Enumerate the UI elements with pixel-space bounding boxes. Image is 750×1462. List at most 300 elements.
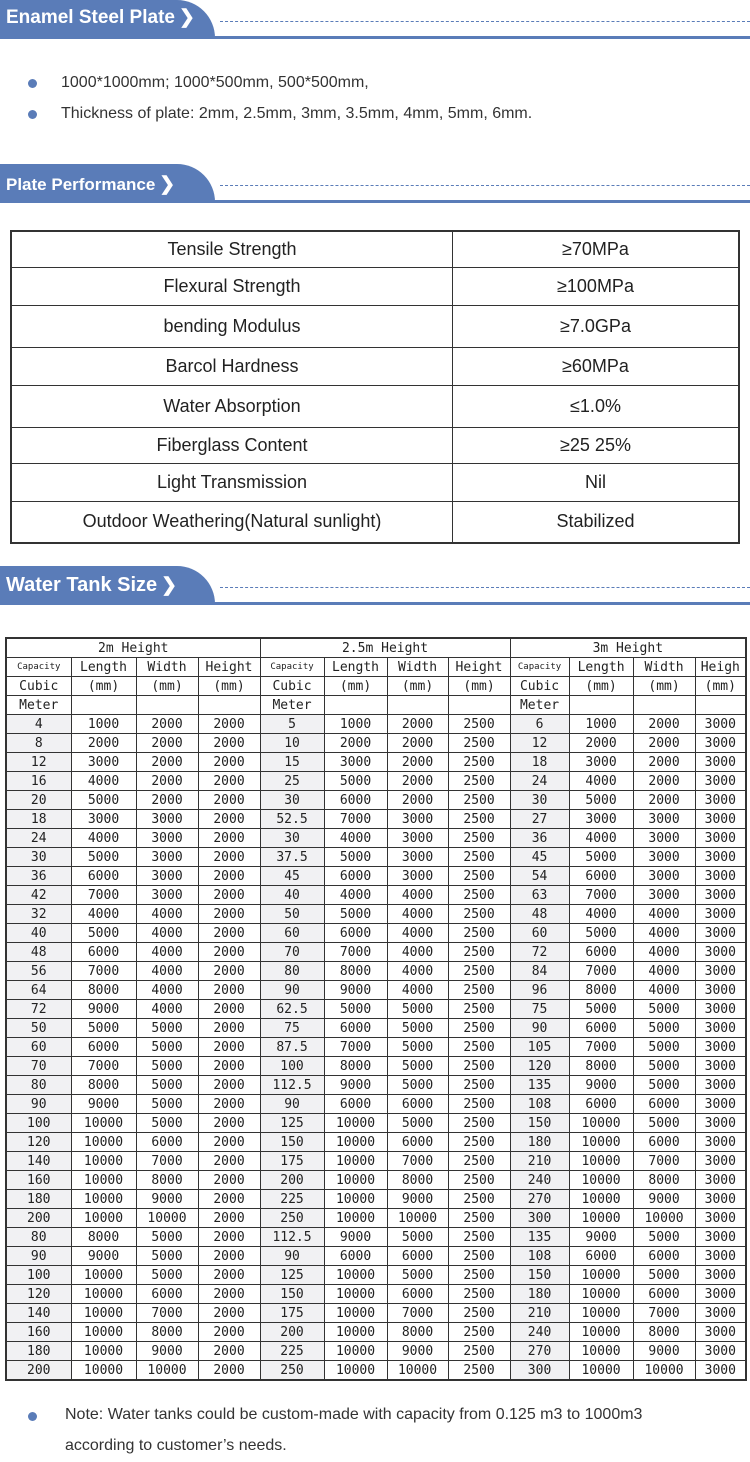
dimension-cell: 5000 xyxy=(136,1228,198,1247)
capacity-cell: 60 xyxy=(260,924,324,943)
dimension-cell: 2500 xyxy=(448,1019,510,1038)
capacity-cell: 30 xyxy=(510,791,569,810)
dimension-cell: 7000 xyxy=(324,810,387,829)
capacity-cell: 120 xyxy=(6,1133,71,1152)
dimension-cell: 2500 xyxy=(448,1266,510,1285)
table-row xyxy=(6,924,746,943)
capacity-cell: 36 xyxy=(510,829,569,848)
column-header: Cubic xyxy=(6,677,71,696)
dimension-cell: 2000 xyxy=(198,1076,260,1095)
dimension-cell: 2500 xyxy=(448,1038,510,1057)
column-header: Length xyxy=(569,658,633,677)
dimension-cell: 2000 xyxy=(198,1095,260,1114)
dimension-cell: 7000 xyxy=(71,962,136,981)
dimension-cell: 10000 xyxy=(569,1342,633,1361)
capacity-cell: 40 xyxy=(6,924,71,943)
dimension-cell: 6000 xyxy=(387,1247,448,1266)
dimension-cell: 2500 xyxy=(448,1285,510,1304)
dimension-cell: 3000 xyxy=(695,1000,746,1019)
dimension-cell: 3000 xyxy=(695,1323,746,1342)
table-row xyxy=(6,1171,746,1190)
dimension-cell: 5000 xyxy=(633,1266,695,1285)
column-header: (mm) xyxy=(569,677,633,696)
capacity-cell: 180 xyxy=(510,1285,569,1304)
dimension-cell: 6000 xyxy=(71,1038,136,1057)
column-header: Width xyxy=(387,658,448,677)
dimension-cell: 10000 xyxy=(71,1133,136,1152)
dimension-cell: 2000 xyxy=(198,1114,260,1133)
dimension-cell: 4000 xyxy=(71,905,136,924)
table-row xyxy=(11,427,739,463)
capacity-cell: 210 xyxy=(510,1304,569,1323)
dimension-cell: 7000 xyxy=(71,1057,136,1076)
dimension-cell: 3000 xyxy=(695,1133,746,1152)
capacity-cell: 42 xyxy=(6,886,71,905)
dimension-cell: 5000 xyxy=(633,1019,695,1038)
property-name: Flexural Strength xyxy=(11,267,453,305)
capacity-cell: 25 xyxy=(260,772,324,791)
dimension-cell: 4000 xyxy=(569,772,633,791)
dimension-cell: 7000 xyxy=(569,886,633,905)
dimension-cell: 10000 xyxy=(569,1114,633,1133)
capacity-cell: 105 xyxy=(510,1038,569,1057)
capacity-cell: 135 xyxy=(510,1228,569,1247)
dimension-cell: 6000 xyxy=(324,924,387,943)
dimension-cell: 9000 xyxy=(633,1342,695,1361)
capacity-cell: 45 xyxy=(510,848,569,867)
capacity-cell: 72 xyxy=(510,943,569,962)
capacity-cell: 160 xyxy=(6,1171,71,1190)
property-value: ≥7.0GPa xyxy=(453,305,740,347)
dimension-cell: 8000 xyxy=(387,1323,448,1342)
capacity-cell: 150 xyxy=(510,1266,569,1285)
dimension-cell: 3000 xyxy=(695,962,746,981)
column-header: (mm) xyxy=(387,677,448,696)
dimension-cell: 4000 xyxy=(324,886,387,905)
property-name: bending Modulus xyxy=(11,305,453,347)
dimension-cell: 5000 xyxy=(387,1114,448,1133)
dimension-cell: 9000 xyxy=(387,1342,448,1361)
dimension-cell: 10000 xyxy=(569,1133,633,1152)
dimension-cell: 10000 xyxy=(569,1361,633,1381)
table-row xyxy=(11,463,739,501)
capacity-cell: 120 xyxy=(510,1057,569,1076)
column-header xyxy=(695,696,746,715)
table-row xyxy=(11,347,739,385)
dimension-cell: 2000 xyxy=(198,791,260,810)
dimension-cell: 10000 xyxy=(71,1209,136,1228)
dimension-cell: 7000 xyxy=(633,1304,695,1323)
dimension-cell: 5000 xyxy=(633,1057,695,1076)
dimension-cell: 3000 xyxy=(695,867,746,886)
dimension-cell: 10000 xyxy=(569,1266,633,1285)
property-value: ≥100MPa xyxy=(453,267,740,305)
dimension-cell: 2000 xyxy=(633,715,695,734)
dimension-cell: 2500 xyxy=(448,943,510,962)
capacity-cell: 60 xyxy=(510,924,569,943)
dimension-cell: 10000 xyxy=(633,1361,695,1381)
dimension-cell: 5000 xyxy=(136,1095,198,1114)
dimension-cell: 6000 xyxy=(324,791,387,810)
capacity-cell: 32 xyxy=(6,905,71,924)
dimension-cell: 3000 xyxy=(569,810,633,829)
dimension-cell: 10000 xyxy=(569,1209,633,1228)
capacity-cell: 90 xyxy=(260,981,324,1000)
dimension-cell: 9000 xyxy=(324,981,387,1000)
capacity-cell: 180 xyxy=(6,1190,71,1209)
dimension-cell: 8000 xyxy=(569,981,633,1000)
dimension-cell: 10000 xyxy=(387,1361,448,1381)
section-header-enamel xyxy=(0,0,750,38)
capacity-cell: 225 xyxy=(260,1342,324,1361)
dimension-cell: 10000 xyxy=(71,1285,136,1304)
dimension-cell: 2500 xyxy=(448,1057,510,1076)
dimension-cell: 7000 xyxy=(569,962,633,981)
dimension-cell: 10000 xyxy=(324,1285,387,1304)
dimension-cell: 7000 xyxy=(387,1152,448,1171)
capacity-cell: 75 xyxy=(260,1019,324,1038)
table-row xyxy=(11,305,739,347)
dimension-cell: 3000 xyxy=(695,1209,746,1228)
capacity-cell: 56 xyxy=(6,962,71,981)
dimension-cell: 10000 xyxy=(71,1152,136,1171)
column-header xyxy=(387,696,448,715)
table-row xyxy=(6,810,746,829)
group-header-row xyxy=(6,638,746,658)
capacity-cell: 52.5 xyxy=(260,810,324,829)
dimension-cell: 4000 xyxy=(633,981,695,1000)
capacity-cell: 40 xyxy=(260,886,324,905)
dimension-cell: 5000 xyxy=(136,1038,198,1057)
capacity-cell: 36 xyxy=(6,867,71,886)
dimension-cell: 2500 xyxy=(448,1209,510,1228)
dimension-cell: 2500 xyxy=(448,848,510,867)
dimension-cell: 10000 xyxy=(324,1133,387,1152)
chevron-right-icon: ❯ xyxy=(161,575,178,596)
dimension-cell: 2500 xyxy=(448,1095,510,1114)
table-row xyxy=(6,943,746,962)
column-header xyxy=(198,696,260,715)
capacity-cell: 300 xyxy=(510,1361,569,1381)
dimension-cell: 3000 xyxy=(695,1228,746,1247)
dimension-cell: 3000 xyxy=(136,886,198,905)
property-value: ≥60MPa xyxy=(453,347,740,385)
dimension-cell: 4000 xyxy=(387,905,448,924)
dimension-cell: 2000 xyxy=(198,810,260,829)
dimension-cell: 3000 xyxy=(695,1285,746,1304)
dimension-cell: 3000 xyxy=(695,1266,746,1285)
dimension-cell: 2500 xyxy=(448,791,510,810)
dimension-cell: 2000 xyxy=(198,886,260,905)
dimension-cell: 3000 xyxy=(695,1247,746,1266)
column-header: (mm) xyxy=(633,677,695,696)
table-row xyxy=(11,231,739,267)
property-value: Stabilized xyxy=(453,501,740,543)
capacity-cell: 270 xyxy=(510,1190,569,1209)
dimension-cell: 3000 xyxy=(695,715,746,734)
dimension-cell: 6000 xyxy=(136,1285,198,1304)
bullet-icon xyxy=(28,110,37,119)
capacity-cell: 5 xyxy=(260,715,324,734)
dimension-cell: 2000 xyxy=(198,981,260,1000)
dimension-cell: 10000 xyxy=(324,1114,387,1133)
dimension-cell: 8000 xyxy=(633,1323,695,1342)
table-row xyxy=(6,1095,746,1114)
capacity-cell: 90 xyxy=(260,1095,324,1114)
dimension-cell: 2000 xyxy=(71,734,136,753)
capacity-cell: 80 xyxy=(6,1076,71,1095)
table-row xyxy=(6,1114,746,1133)
section-header-performance xyxy=(0,164,750,202)
table-row xyxy=(6,1342,746,1361)
capacity-cell: 250 xyxy=(260,1361,324,1381)
dimension-cell: 3000 xyxy=(695,810,746,829)
table-row xyxy=(6,1000,746,1019)
capacity-cell: 150 xyxy=(260,1285,324,1304)
capacity-cell: 4 xyxy=(6,715,71,734)
dimension-cell: 3000 xyxy=(695,1095,746,1114)
dimension-cell: 5000 xyxy=(136,1114,198,1133)
table-row xyxy=(6,1247,746,1266)
capacity-cell: 125 xyxy=(260,1266,324,1285)
capacity-cell: 270 xyxy=(510,1342,569,1361)
dimension-cell: 1000 xyxy=(324,715,387,734)
dimension-cell: 2000 xyxy=(633,772,695,791)
column-header: Cubic xyxy=(510,677,569,696)
dimension-cell: 5000 xyxy=(324,905,387,924)
tank-size-table xyxy=(5,637,747,1381)
column-header: (mm) xyxy=(198,677,260,696)
dimension-cell: 5000 xyxy=(71,1019,136,1038)
dimension-cell: 3000 xyxy=(695,1114,746,1133)
dimension-cell: 10000 xyxy=(136,1361,198,1381)
capacity-cell: 200 xyxy=(260,1323,324,1342)
column-header: (mm) xyxy=(71,677,136,696)
dimension-cell: 2000 xyxy=(198,1361,260,1381)
dimension-cell: 5000 xyxy=(136,1019,198,1038)
dimension-cell: 5000 xyxy=(633,1000,695,1019)
dimension-cell: 5000 xyxy=(387,1019,448,1038)
dimension-cell: 5000 xyxy=(569,848,633,867)
dimension-cell: 3000 xyxy=(136,867,198,886)
dimension-cell: 2000 xyxy=(198,1323,260,1342)
dimension-cell: 2500 xyxy=(448,1133,510,1152)
dimension-cell: 3000 xyxy=(695,1076,746,1095)
capacity-cell: 180 xyxy=(510,1133,569,1152)
capacity-cell: 80 xyxy=(6,1228,71,1247)
dimension-cell: 9000 xyxy=(633,1190,695,1209)
dimension-cell: 2500 xyxy=(448,772,510,791)
capacity-cell: 200 xyxy=(6,1361,71,1381)
dimension-cell: 7000 xyxy=(71,886,136,905)
dimension-cell: 2500 xyxy=(448,1361,510,1381)
table-row xyxy=(6,848,746,867)
capacity-cell: 50 xyxy=(6,1019,71,1038)
dimension-cell: 3000 xyxy=(71,810,136,829)
dimension-cell: 3000 xyxy=(695,943,746,962)
dimension-cell: 5000 xyxy=(387,1000,448,1019)
column-header: Length xyxy=(71,658,136,677)
dimension-cell: 5000 xyxy=(387,1057,448,1076)
dimension-cell: 2000 xyxy=(198,1133,260,1152)
dimension-cell: 3000 xyxy=(633,829,695,848)
capacity-cell: 15 xyxy=(260,753,324,772)
dimension-cell: 4000 xyxy=(569,905,633,924)
dimension-cell: 8000 xyxy=(71,1228,136,1247)
dimension-cell: 2500 xyxy=(448,905,510,924)
dimension-cell: 4000 xyxy=(387,886,448,905)
dimension-cell: 1000 xyxy=(569,715,633,734)
column-header: Meter xyxy=(510,696,569,715)
dimension-cell: 2000 xyxy=(198,1228,260,1247)
dimension-cell: 6000 xyxy=(633,1095,695,1114)
dimension-cell: 6000 xyxy=(569,943,633,962)
dimension-cell: 10000 xyxy=(569,1304,633,1323)
column-header: (mm) xyxy=(324,677,387,696)
capacity-cell: 18 xyxy=(510,753,569,772)
dimension-cell: 9000 xyxy=(324,1228,387,1247)
column-header: (mm) xyxy=(695,677,746,696)
capacity-cell: 84 xyxy=(510,962,569,981)
dimension-cell: 3000 xyxy=(695,848,746,867)
dimension-cell: 3000 xyxy=(695,1342,746,1361)
capacity-cell: 112.5 xyxy=(260,1076,324,1095)
dimension-cell: 10000 xyxy=(71,1342,136,1361)
dimension-cell: 4000 xyxy=(569,829,633,848)
dimension-cell: 9000 xyxy=(324,1076,387,1095)
column-header xyxy=(569,696,633,715)
dimension-cell: 2000 xyxy=(633,734,695,753)
capacity-cell: 112.5 xyxy=(260,1228,324,1247)
capacity-cell: 240 xyxy=(510,1323,569,1342)
dimension-cell: 2500 xyxy=(448,924,510,943)
capacity-cell: 63 xyxy=(510,886,569,905)
dimension-cell: 10000 xyxy=(324,1266,387,1285)
dimension-cell: 10000 xyxy=(324,1361,387,1381)
dimension-cell: 5000 xyxy=(136,1266,198,1285)
dimension-cell: 3000 xyxy=(136,829,198,848)
column-header: Meter xyxy=(6,696,71,715)
dimension-cell: 2000 xyxy=(633,753,695,772)
table-row xyxy=(6,981,746,1000)
capacity-cell: 90 xyxy=(6,1095,71,1114)
dimension-cell: 3000 xyxy=(324,753,387,772)
dimension-cell: 3000 xyxy=(695,1190,746,1209)
column-header xyxy=(324,696,387,715)
dimension-cell: 3000 xyxy=(695,1152,746,1171)
dimension-cell: 4000 xyxy=(633,962,695,981)
table-row xyxy=(6,772,746,791)
dimension-cell: 2000 xyxy=(633,791,695,810)
dimension-cell: 2000 xyxy=(198,943,260,962)
dimension-cell: 3000 xyxy=(695,734,746,753)
dimension-cell: 2000 xyxy=(198,924,260,943)
capacity-cell: 108 xyxy=(510,1247,569,1266)
dimension-cell: 6000 xyxy=(324,1019,387,1038)
table-row xyxy=(6,1076,746,1095)
capacity-cell: 37.5 xyxy=(260,848,324,867)
dimension-cell: 5000 xyxy=(136,1076,198,1095)
capacity-cell: 160 xyxy=(6,1323,71,1342)
dimension-cell: 3000 xyxy=(695,829,746,848)
dimension-cell: 4000 xyxy=(136,943,198,962)
dimension-cell: 7000 xyxy=(387,1304,448,1323)
table-row xyxy=(6,1152,746,1171)
capacity-cell: 80 xyxy=(260,962,324,981)
dimension-cell: 2000 xyxy=(198,753,260,772)
dimension-cell: 6000 xyxy=(633,1285,695,1304)
dimension-cell: 8000 xyxy=(71,1076,136,1095)
dimension-cell: 7000 xyxy=(633,1152,695,1171)
dimension-cell: 10000 xyxy=(71,1114,136,1133)
list-item: Thickness of plate: 2mm, 2.5mm, 3mm, 3.5mm, 4mm, 5mm, 6mm. xyxy=(28,105,532,123)
capacity-cell: 48 xyxy=(510,905,569,924)
dimension-cell: 2000 xyxy=(198,1171,260,1190)
dimension-cell: 2000 xyxy=(198,1304,260,1323)
capacity-cell: 175 xyxy=(260,1304,324,1323)
dimension-cell: 2000 xyxy=(198,1342,260,1361)
dimension-cell: 10000 xyxy=(569,1152,633,1171)
dimension-cell: 3000 xyxy=(136,810,198,829)
dimension-cell: 2000 xyxy=(324,734,387,753)
capacity-cell: 300 xyxy=(510,1209,569,1228)
dimension-cell: 7000 xyxy=(136,1152,198,1171)
table-row xyxy=(6,1304,746,1323)
capacity-cell: 200 xyxy=(260,1171,324,1190)
dimension-cell: 10000 xyxy=(136,1209,198,1228)
dimension-cell: 3000 xyxy=(695,772,746,791)
section-title: Plate Performance xyxy=(6,175,156,194)
dimension-cell: 10000 xyxy=(633,1209,695,1228)
capacity-cell: 120 xyxy=(6,1285,71,1304)
table-row xyxy=(6,1209,746,1228)
capacity-cell: 125 xyxy=(260,1114,324,1133)
capacity-cell: 210 xyxy=(510,1152,569,1171)
table-row xyxy=(6,791,746,810)
capacity-cell: 30 xyxy=(6,848,71,867)
property-name: Tensile Strength xyxy=(11,231,453,267)
group-header: 2m Height xyxy=(6,638,260,658)
dimension-cell: 4000 xyxy=(633,924,695,943)
dimension-cell: 8000 xyxy=(387,1171,448,1190)
dimension-cell: 4000 xyxy=(633,905,695,924)
dimension-cell: 8000 xyxy=(324,962,387,981)
dimension-cell: 6000 xyxy=(136,1133,198,1152)
property-name: Outdoor Weathering(Natural sunlight) xyxy=(11,501,453,543)
dimension-cell: 10000 xyxy=(569,1171,633,1190)
dimension-cell: 10000 xyxy=(387,1209,448,1228)
capacity-cell: 54 xyxy=(510,867,569,886)
dimension-cell: 5000 xyxy=(136,1247,198,1266)
dimension-cell: 9000 xyxy=(569,1228,633,1247)
capacity-cell: 60 xyxy=(6,1038,71,1057)
dimension-cell: 10000 xyxy=(569,1323,633,1342)
dimension-cell: 5000 xyxy=(324,772,387,791)
capacity-cell: 100 xyxy=(6,1114,71,1133)
dimension-cell: 2500 xyxy=(448,829,510,848)
dimension-cell: 3000 xyxy=(387,848,448,867)
property-value: Nil xyxy=(453,463,740,501)
capacity-cell: 72 xyxy=(6,1000,71,1019)
dimension-cell: 5000 xyxy=(324,848,387,867)
capacity-cell: 64 xyxy=(6,981,71,1000)
table-row xyxy=(11,385,739,427)
dimension-cell: 7000 xyxy=(136,1304,198,1323)
table-row xyxy=(6,1038,746,1057)
dimension-cell: 8000 xyxy=(136,1323,198,1342)
capacity-cell: 90 xyxy=(510,1019,569,1038)
dimension-cell: 2500 xyxy=(448,981,510,1000)
